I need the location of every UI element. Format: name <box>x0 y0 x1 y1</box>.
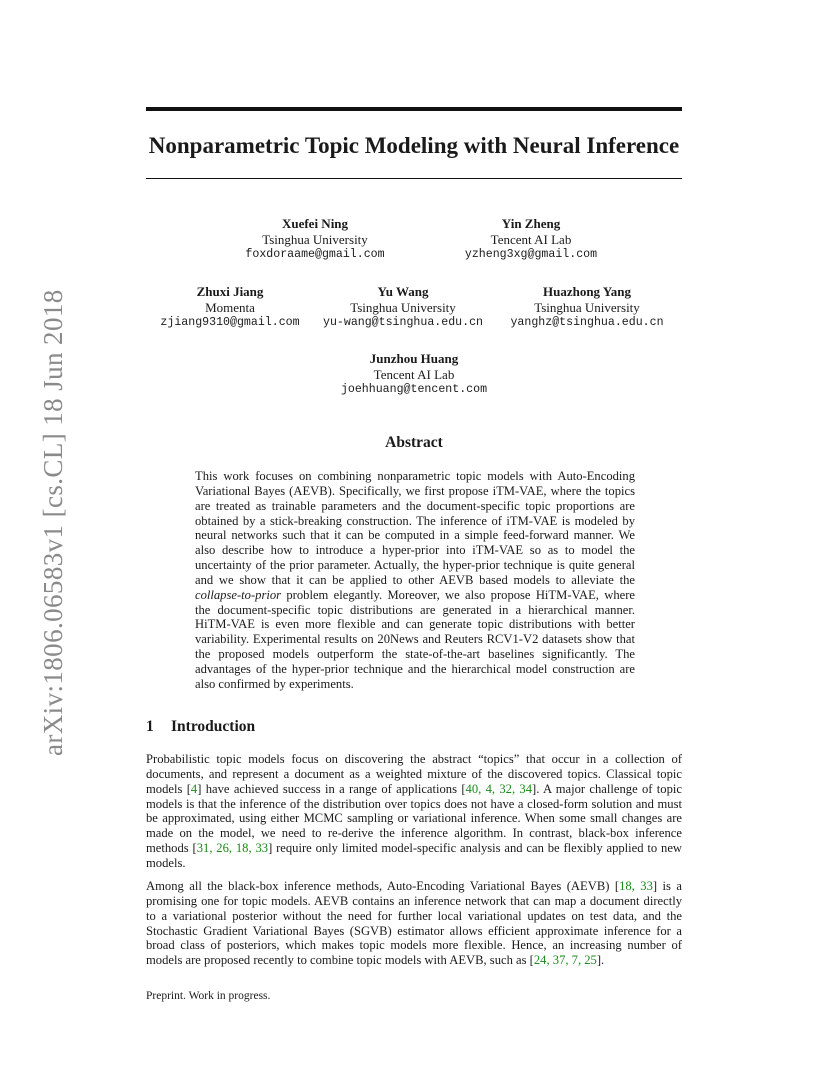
section-number: 1 <box>146 718 154 735</box>
abstract-body <box>195 469 635 692</box>
author-name: Huazhong Yang <box>542 284 632 299</box>
title-top-rule <box>146 107 682 111</box>
author-block <box>195 216 435 263</box>
citation-link[interactable]: 4 <box>190 781 198 796</box>
citation-link[interactable]: 40, 4, 32, 34 <box>465 781 533 796</box>
citation-link[interactable]: 18, 33 <box>619 879 653 893</box>
author-email: joehhuang@tencent.com <box>340 383 488 396</box>
author-block <box>411 216 651 263</box>
author-affiliation: Tsinghua University <box>262 231 368 247</box>
author-email: yzheng3xg@gmail.com <box>464 248 598 261</box>
author-email: yu-wang@tsinghua.edu.cn <box>322 316 484 329</box>
intro-paragraph-1 <box>146 752 682 871</box>
body-text: Probabilistic topic models focus on discovering the abstract “topics” that occur in a collection of documents, and represent a document as a weighted mixture of the discovered topics. Classical topic models [ <box>146 752 682 796</box>
citation-link[interactable]: 24, 37, 7, 25 <box>533 953 597 968</box>
body-text: ]. A major challenge of topic models is that the inference of the distribution over topics does not have a closed-form solution and must be approximated, using either MCMC sampling or variational inference. When some small changes are made on the model, we need to re-derive the inference algorithm. In contrast, black-box inference methods [ <box>146 781 682 856</box>
author-name: Yu Wang <box>377 284 429 299</box>
author-affiliation: Tsinghua University <box>350 299 456 315</box>
author-email: foxdoraame@gmail.com <box>245 248 385 261</box>
citation-link[interactable]: 31, 26, 18, 33 <box>196 841 269 856</box>
body-text: ] have achieved success in a range of applications [ <box>197 781 466 796</box>
author-email: zjiang9310@gmail.com <box>160 316 300 329</box>
author-affiliation: Momenta <box>205 299 255 315</box>
body-text: ] require only limited model-specific analysis and can be flexibly applied to new models. <box>146 841 683 870</box>
abstract-italic-term: collapse-to-prior <box>195 587 282 602</box>
author-email: yanghz@tsinghua.edu.cn <box>510 316 664 329</box>
arxiv-identifier-text: arXiv:1806.06583v1 [cs.CL] 18 Jun 2018 <box>38 289 68 756</box>
author-block <box>294 351 534 398</box>
title-bottom-rule <box>146 178 682 179</box>
section-heading-introduction <box>146 718 255 736</box>
intro-paragraph-2 <box>146 879 682 968</box>
abstract-text: problem elegantly. Moreover, we also propose HiTM-VAE, where the document-specific topic distributions are generated in a hierarchical manner. HiTM-VAE is even more flexible and can generate topic distributions with better variability. Experimental results on 20News and Reuters RCV1-V2 datasets show that the proposed models outperform the state-of-the-art baselines significantly. The advantages of the hyper-prior technique and the hierarchical model construction are also confirmed by experiments. <box>195 587 635 691</box>
author-name: Zhuxi Jiang <box>196 284 264 299</box>
body-text: ]. <box>596 953 605 968</box>
abstract-heading: Abstract <box>385 434 443 451</box>
author-affiliation: Tsinghua University <box>534 299 640 315</box>
body-text: ] is a promising one for topic models. AEVB contains an inference network that can map a document directly to a variational posterior without the need for further local variational updates on test data, and the Stochastic Gradient Variational Bayes (SGVB) estimator allows efficient approximate inference for a broad class of posteriors, which makes topic models more flexible. Hence, an increasing number of models are proposed recently to combine topic models with AEVB, such as [ <box>146 879 683 968</box>
author-affiliation: Tencent AI Lab <box>490 231 572 247</box>
body-text: Among all the black-box inference methods, Auto-Encoding Variational Bayes (AEVB) [ <box>146 879 620 893</box>
author-affiliation: Tencent AI Lab <box>373 366 455 382</box>
author-block <box>467 284 707 331</box>
footer-note: Preprint. Work in progress. <box>146 990 271 1002</box>
paper-title: Nonparametric Topic Modeling with Neural Inference <box>148 133 680 158</box>
section-title: Introduction <box>171 718 256 735</box>
author-name: Yin Zheng <box>501 216 561 231</box>
arxiv-identifier <box>8 289 68 756</box>
author-name: Junzhou Huang <box>369 351 459 366</box>
author-name: Xuefei Ning <box>281 216 349 231</box>
abstract-text: This work focuses on combining nonparametric topic models with Auto-Encoding Variational Bayes (AEVB). Specifically, we first propose iTM-VAE, where the topics are treated as trainable parameters and the document-specific topic proportions are obtained by a stick-breaking construction. The inference of iTM-VAE is modeled by neural networks such that it can be computed in a simple feed-forward manner. We also describe how to introduce a hyper-prior into iTM-VAE so as to model the uncertainty of the prior parameter. Actually, the hyper-prior technique is quite general and we show that it can be applied to other AEVB based models to alleviate the <box>195 469 635 587</box>
